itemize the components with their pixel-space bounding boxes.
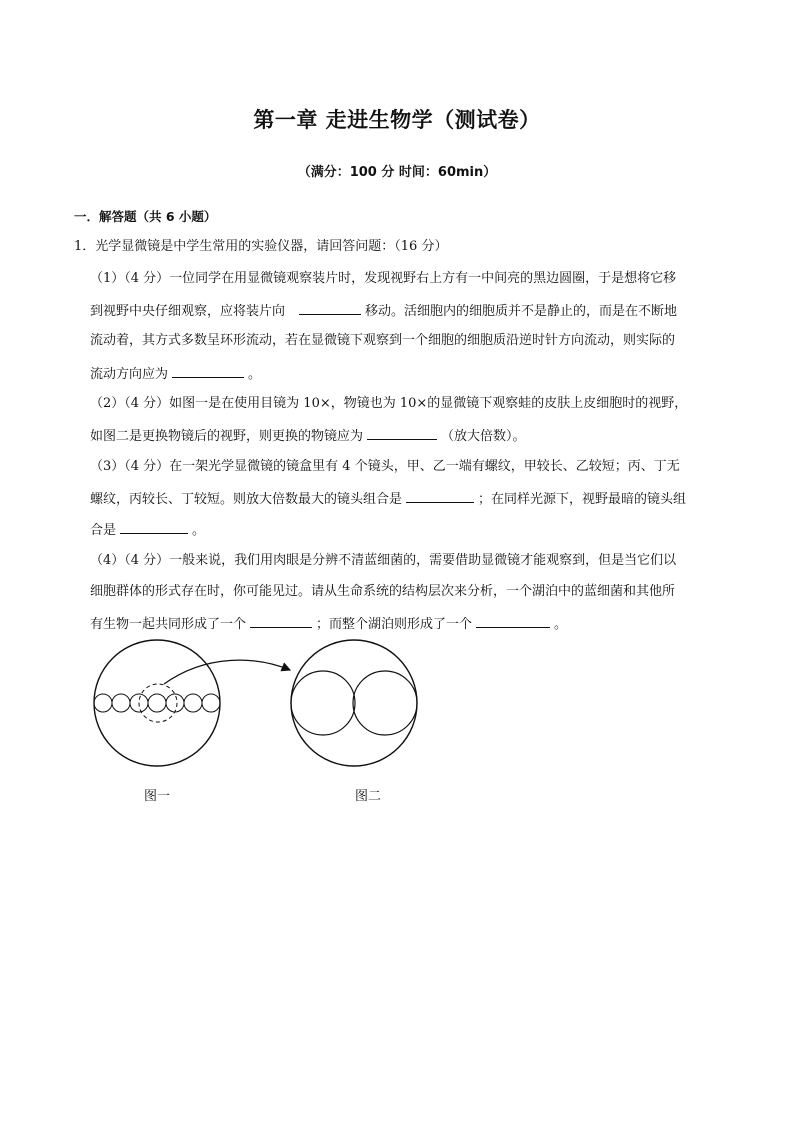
figure-label-1: 图一 bbox=[144, 789, 171, 804]
cell-chain bbox=[94, 694, 220, 712]
part3-text-a: 螺纹，丙较长、丁较短。则放大倍数最大的镜头组合是 bbox=[90, 492, 403, 507]
part2-line2 bbox=[90, 427, 526, 445]
part4-line2: 细胞群体的形式存在时，你可能见过。请从生命系统的结构层次来分析，一个湖泊中的蓝细菌和其他所 bbox=[90, 584, 676, 599]
answer-blank-ecosystem[interactable] bbox=[476, 615, 550, 628]
microscope-figure bbox=[86, 636, 426, 806]
part3-text-d: 。 bbox=[192, 523, 206, 538]
part4-text-c: 。 bbox=[554, 617, 568, 632]
part1-line3: 流动着，其方式多数呈环形流动，若在显微镜下观察到一个细胞的细胞质沿逆时针方向流动，则实际的 bbox=[90, 333, 676, 348]
part3-text-b: ；在同样光源下，视野最暗的镜头组 bbox=[478, 492, 687, 507]
part2-text-b: （放大倍数）。 bbox=[441, 429, 526, 444]
exam-info: （满分：100 分 时间：60min） bbox=[297, 165, 497, 180]
answer-blank-flow[interactable] bbox=[172, 365, 244, 378]
question-stem: 1．光学显微镜是中学生常用的实验仪器，请回答问题：（16 分） bbox=[74, 239, 448, 254]
field-of-view-2 bbox=[291, 640, 417, 766]
part3-line1: （3）（4 分）在一架光学显微镜的镜盒里有 4 个镜头，甲、乙一端有螺纹，甲较长、乙较短；丙、丁无 bbox=[90, 459, 680, 474]
figure-label-2: 图二 bbox=[355, 789, 382, 804]
answer-blank-max-magnification[interactable] bbox=[406, 490, 474, 503]
part1-line4 bbox=[90, 365, 261, 383]
part3-text-c: 合是 bbox=[90, 523, 117, 538]
answer-blank-darkest-view[interactable] bbox=[120, 521, 188, 534]
part1-line1: （1）（4 分）一位同学在用显微镜观察装片时，发现视野右上方有一中间亮的黑边圆圈，于是想将它移 bbox=[90, 271, 677, 286]
part1-text-c: 流动方向应为 bbox=[90, 367, 169, 382]
part4-text-b: ；而整个湖泊则形成了一个 bbox=[316, 617, 473, 632]
dashed-focus-circle bbox=[139, 684, 177, 722]
magnified-cell-left bbox=[291, 671, 355, 735]
part1-text-b: 移动。活细胞内的细胞质并不是静止的，而是在不断地 bbox=[365, 304, 678, 319]
part3-line2 bbox=[90, 490, 686, 508]
part3-line3 bbox=[90, 521, 205, 539]
part1-text-a: 到视野中央仔细观察，应将装片向 bbox=[90, 304, 286, 319]
part2-line1: （2）（4 分）如图一是在使用目镜为 10×，物镜也为 10×的显微镜下观察蛙的皮肤上皮细胞时的视野， bbox=[90, 396, 688, 411]
field-of-view-1 bbox=[94, 640, 220, 766]
answer-blank-community[interactable] bbox=[250, 615, 312, 628]
page-title: 第一章 走进生物学（测试卷） bbox=[253, 108, 541, 132]
answer-blank-objective[interactable] bbox=[367, 427, 437, 440]
part1-line2 bbox=[90, 302, 677, 320]
magnified-cell-right bbox=[353, 671, 417, 735]
part4-line1: （4）（4 分）一般来说，我们用肉眼是分辨不清蓝细菌的，需要借助显微镜才能观察到，但是当它们以 bbox=[90, 553, 677, 568]
part4-line3 bbox=[90, 615, 567, 633]
part1-text-d: 。 bbox=[248, 367, 262, 382]
magnify-arrow bbox=[164, 660, 290, 684]
part2-text-a: 如图二是更换物镜后的视野，则更换的物镜应为 bbox=[90, 429, 364, 444]
figure-drawing bbox=[86, 636, 426, 806]
part4-text-a: 有生物一起共同形成了一个 bbox=[90, 617, 247, 632]
section-heading: 一．解答题（共 6 小题） bbox=[74, 209, 217, 224]
answer-blank-direction[interactable] bbox=[299, 302, 361, 315]
